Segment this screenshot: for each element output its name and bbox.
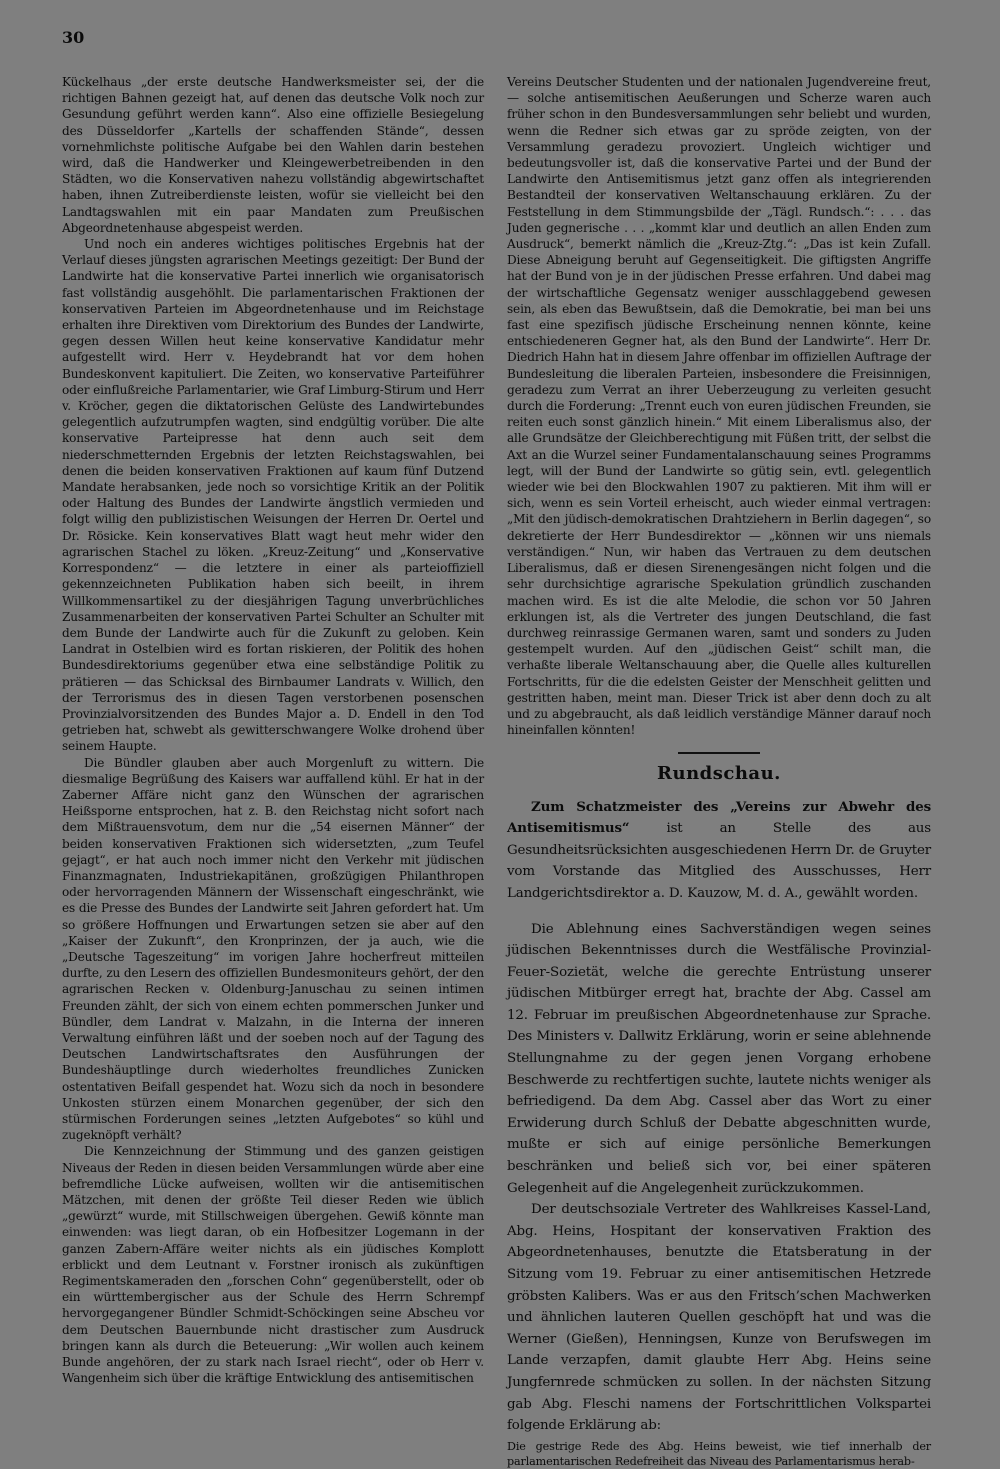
- rundschau-section: [507, 797, 931, 1469]
- quote: Die gestrige Rede des Abg. Heins beweist, wie tief innerhalb der parlamentarischen Redefreiheit das Niveau des Parlamentarismus herab-: [507, 1439, 931, 1468]
- paragraph: Und noch ein anderes wichtiges politisches Ergebnis hat der Verlauf dieses jüngsten agrarischen Meetings gezeitigt: Der Bund der Landwirte hat die konservative Partei innerlich wie organisatorisch fast vollständig ausgehöhlt. Die parlamentarischen Fraktionen der konservativen Parteien im Abgeordnetenhause und im Reichstage erhalten ihre Direktiven vom Direktorium des Bundes der Landwirte, gegen dessen Willen heut keine konservative Kandidatur mehr aufgestellt wird. Herr v. Heydebrandt hat vor dem hohen Bundeskonvent kapituliert. Die Zeiten, wo konservative Parteiführer oder einflußreiche Parlamentarier, wie Graf Limburg-Stirum und Herr v. Kröcher, gegen die diktatorischen Gelüste des Landwirtebundes gelegentlich aufzutrumpfen wagten, sind endgültig vorüber. Die alte konservative Parteipresse hat denn auch seit dem niederschmetternden Ergebnis der letzten Reichstagswahlen, bei denen die beiden konservativen Fraktionen auf kaum fünf Dutzend Mandate herabsanken, jede noch so vorsichtige Kritik an der Politik oder Haltung des Bundes der Landwirte ängstlich vermieden und folgt willig den publizistischen Weisungen der Herren Dr. Oertel und Dr. Rösicke. Kein konservatives Blatt wagt heut mehr wider den agrarischen Stachel zu löken. „Kreuz-Zeitung“ und „Konservative Korrespondenz“ — die letztere in einer als parteioffiziell gekennzeichneten Publikation haben sich beeilt, in ihrem Willkommensartikel zu der diesjährigen Tagung unverbrüchliches Zusammenarbeiten der konservativen Partei Schulter an Schulter mit dem Bunde der Landwirte auch für die Zukunft zu geloben. Kein Landrat in Ostelbien wird es fortan riskieren, der Politik des hohen Bundesdirektoriums gegenüber etwa eine selbständige Politik zu prätieren — das Schicksal des Birnbaumer Landrats v. Willich, den der Terrorismus des in diesen Tagen verstorbenen posenschen Provinzialvorsitzenden des Bundes Major a. D. Endell in den Tod getrieben hat, schwebt als gewitterschwangere Wolke drohend über seinem Haupte.: [62, 237, 484, 754]
- paragraph: Der deutschsoziale Vertreter des Wahlkreises Kassel-Land, Abg. Heins, Hospitant der konservativen Fraktion des Abgeordnetenhauses, benutzte die Etatsberatung in der Sitzung vom 19. Februar zu einer antisemitischen Hetzrede gröbsten Kalibers. Was er aus den Fritsch’schen Machwerken und ähnlichen lauteren Quellen geschöpft hat und was die Werner (Gießen), Henningsen, Kunze von Berufswegen im Lande verzapfen, damit glaubte Herr Abg. Heins seine Jungfernrede schmücken zu sollen. In der nächsten Sitzung gab Abg. Fleschi namens der Fortschrittlichen Volkspartei folgende Erklärung ab:: [507, 1202, 931, 1434]
- paragraph-text: ist an Stelle des aus Gesundheitsrücksichten ausgeschiedenen Herrn Dr. de Gruyter vom Vorstande das Mitglied des Ausschusses, Herr Landgerichtsdirektor a. D. Kauzow, M. d. A., gewählt worden.: [507, 821, 931, 901]
- section-heading: Rundschau.: [657, 763, 781, 785]
- section-divider: [678, 752, 760, 754]
- paragraph-lead: Zum Schatzmeister des „Vereins zur Abwehr des Antisemitismus“: [507, 798, 931, 837]
- paragraph: Kückelhaus „der erste deutsche Handwerksmeister sei, der die richtigen Bahnen gezeigt hat, auf denen das deutsche Volk noch zur Gesundung geführt werden kann“. Also eine offizielle Besiegelung des Düsseldorfer „Kartells der schaffenden Stände“, dessen vornehmlichste politische Aufgabe bei den Wahlen darin bestehen wird, daß die Handwerker und Kleingewerbetreibenden in den Städten, wo die Konservativen nahezu vollständig abgewirtschaftet haben, ihnen Zutreiberdienste leisten, wofür sie vielleicht bei den Landtagswahlen mit ein paar Mandaten zum Preußischen Abgeordnetenhause abgespeist werden.: [62, 75, 484, 235]
- paragraph: Die Ablehnung eines Sachverständigen wegen seines jüdischen Bekenntnisses durch die Westfälische Provinzial-Feuer-Sozietät, welche die gerechte Entrüstung unserer jüdischen Mitbürger erregt hat, brachte der Abg. Cassel am 12. Februar im preußischen Abgeordnetenhause zur Sprache. Des Ministers v. Dallwitz Erklärung, worin er seine ablehnende Stellungnahme zu der gegen jenen Vorgang erhobene Beschwerde zu rechtfertigen suchte, lautete nichts weniger als befriedigend. Da dem Abg. Cassel aber das Wort zu einer Erwiderung durch Schluß der Debatte abgeschnitten wurde, mußte er sich auf einige persönliche Bemerkungen beschränken und beließ sich vor, bei einer späteren Gelegenheit auf die Angelegenheit zurückzukommen.: [507, 921, 931, 1196]
- paragraph: Vereins Deutscher Studenten und der nationalen Jugendvereine freut, — solche antisemitischen Aeußerungen und Scherze waren auch früher schon in den Bundesversammlungen sehr beliebt und wurden, wenn die Redner sich etwas gar zu spröde zeigten, von der Versammlung geradezu provoziert. Ungleich wichtiger und bedeutungsvoller ist, daß die konservative Partei und der Bund der Landwirte den Antisemitismus jetzt ganz offen als integrierenden Bestandteil der konservativen Weltanschauung erklären. Zu der Feststellung in dem Stimmungsbilde der „Tägl. Rundsch.“: . . . das Juden gegnerische . . . „kommt klar und deutlich an allen Enden zum Ausdruck“, bemerkt nämlich die „Kreuz-Ztg.“: „Das ist kein Zufall. Diese Abneigung beruht auf Gegenseitigkeit. Die giftigsten Angriffe hat der Bund von je in der jüdischen Presse erfahren. Und dabei mag der wirtschaftliche Gegensatz weniger ausschlaggebend gewesen sein, als eben das Bewußtsein, daß die Demokratie, bei man bei uns fast eine spezifisch jüdische Erscheinung nennen könnte, keine entschiedeneren Gegner hat, als den Bund der Landwirte“. Herr Dr. Diedrich Hahn hat in diesem Jahre offenbar im offiziellen Auftrage der Bundesleitung die liberalen Parteien, insbesondere die Freisinnigen, geradezu zum Verrat an ihrer Ueberzeugung zu verleiten gesucht durch die Forderung: „Trennt euch von euren jüdischen Freunden, sie reiten euch sonst gänzlich hinein.“ Mit einem Liberalismus also, der alle Grundsätze der Gleichberechtigung mit Füßen tritt, der selbst die Axt an die Wurzel seiner Fundamentalanschauung seines Programms legt, will der Bund der Landwirte so gütig sein, evtl. gelegentlich wieder wie bei den Blockwahlen 1907 zu paktieren. Mit ihm will er sich, wenn es sein Vorteil erheischt, auch wieder einmal vertragen: „Mit den jüdisch-demokratischen Drahtziehern in Berlin dagegen“, so dekretierte der Herr Bundesdirektor — „können wir uns niemals verständigen.“ Nun, wir haben das Vertrauen zu dem deutschen Liberalismus, daß er diesen Sirenengesängen nicht folgen und die sehr durchsichtige agrarische Spekulation gründlich zuschanden machen wird. Es ist die alte Melodie, die schon vor 50 Jahren erklungen ist, als die Vertreter des jungen Deutschland, die fast durchweg reinrassige Germanen waren, samt und sonders zu Juden gestempelt wurden. Auf den „jüdischen Geist“ schilt man, die verhaßte liberale Weltanschauung aber, die Quelle alles kulturellen Fortschritts, für die die edelsten Geister der Menschheit gelitten und gestritten haben, meint man. Dieser Trick ist aber denn doch zu alt und zu abgebraucht, als daß leidlich verständige Männer darauf noch hineinfallen könnten!: [507, 75, 931, 738]
- paragraph: Die Bündler glauben aber auch Morgenluft zu wittern. Die diesmalige Begrüßung des Kaisers war auffallend kühl. Er hat in der Zaberner Affäre nicht ganz den Wünschen der agrarischen Heißsporne entsprochen, hat z. B. den Reichstag nicht sofort nach dem Mißtrauensvotum, dem nur die „54 eisernen Männer“ der beiden konservativen Fraktionen sich widersetzten, „zum Teufel gejagt“, er hat auch noch immer nicht den Verkehr mit jüdischen Finanzmagnaten, Industriekapitänen, großzügigen Philanthropen oder hervorragenden Männern der Wissenschaft eingeschränkt, wie es die Presse des Bundes der Landwirte seit Jahren gefordert hat. Um so größere Hoffnungen und Erwartungen setzen sie aber auf den „Kaiser der Zukunft“, den Kronprinzen, der ja auch, wie die „Deutsche Tageszeitung“ im vorigen Jahre hocherfreut mitteilen durfte, zu den Lesern des offiziellen Bundesmoniteurs gehört, der den agrarischen Recken v. Oldenburg-Januschau zu seinen intimen Freunden zählt, der sich von einem echten pommerschen Junker und Bündler, dem Landrat v. Malzahn, in die Interna der inneren Verwaltung einführen läßt und der soeben noch auf der Tagung des Deutschen Landwirtschaftsrates den Ausführungen der Bundeshäuptlinge durch wiederholtes freundliches Zunicken ostentativen Beifall gespendet hat. Wozu sich da noch in besondere Unkosten stürzen einem Monarchen gegenüber, der sich den stürmischen Forderungen seines „letzten Aufgebotes“ so kühl und zugeknöpft verhält?: [62, 755, 484, 1143]
- right-column: [507, 74, 931, 1469]
- paragraph: Die Kennzeichnung der Stimmung und des ganzen geistigen Niveaus der Reden in diesen beiden Versammlungen würde aber eine befremdliche Lücke aufweisen, wollten wir die antisemitischen Mätzchen, mit denen der größte Teil dieser Reden wie üblich „gewürzt“ wurde, mit Stillschweigen übergehen. Gewiß könnte man einwenden: was liegt daran, ob ein Hofbesitzer Logemann in der ganzen Zabern-Affäre weiter nichts als ein jüdisches Komplott erblickt und dem Leutnant v. Forstner ironisch als zukünftigen Regimentskameraden den „forschen Cohn“ gegenüberstellt, oder ob ein württembergischer aus der Schule des Herrn Schrempf hervorgegangener Bündler Schmidt-Schöckingen seine Abscheu vor dem Deutschen Bauernbunde nicht drastischer zum Ausdruck bringen kann als durch die Beteuerung: „Wir wollen auch keinem Bunde angehören, der zu stark nach Israel riecht“, oder ob Herr v. Wangenheim sich über die kräftige Entwicklung des antisemitischen: [62, 1144, 484, 1386]
- left-column: [62, 74, 484, 1386]
- page-number: 30: [62, 28, 85, 47]
- paragraph: [507, 797, 931, 905]
